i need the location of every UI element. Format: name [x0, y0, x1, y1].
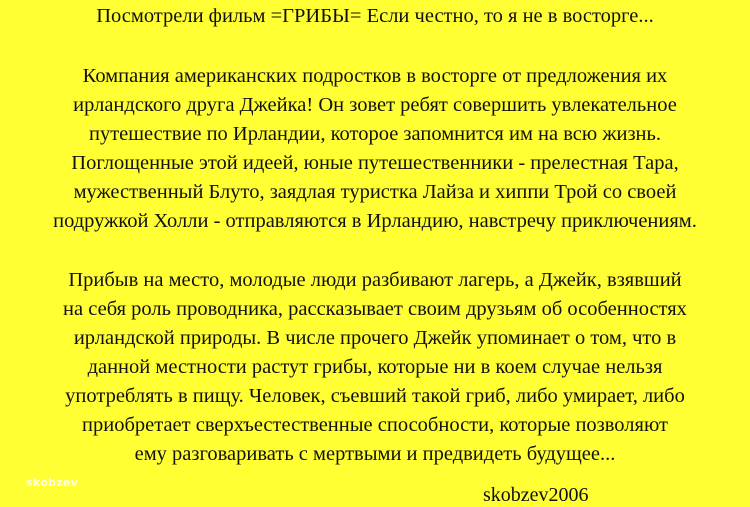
paragraph-1-line: Поглощенные этой идеей, юные путешественники - прелестная Тара, — [71, 152, 679, 174]
paragraph-2-line: данной местности растут грибы, которые ни в коем случае нельзя — [87, 356, 663, 378]
paragraph-2-line: ирландской природы. В числе прочего Джейк упоминает о том, что в — [73, 327, 677, 349]
paragraph-1-line: путешествие по Ирландии, которое запомнится им на всю жизнь. — [88, 123, 662, 145]
paragraph-1-line: подружкой Холли - отправляются в Ирландию, навстречу приключениям. — [53, 210, 697, 232]
signature: skobzev2006 — [483, 484, 589, 506]
paragraph-1-line: Компания американских подростков в восторге от предложения их — [82, 65, 668, 87]
paragraph-2-line: на себя роль проводника, рассказывает своим друзьям об особенностях — [63, 298, 687, 320]
paragraph-2-line: употреблять в пищу. Человек, съевший такой гриб, либо умирает, либо — [65, 385, 685, 407]
heading: Посмотрели фильм =ГРИБЫ= Если честно, то я не в восторге... — [96, 5, 654, 27]
paragraph-2-line: Прибыв на место, молодые люди разбивают лагерь, а Джейк, взявший — [68, 269, 682, 291]
paragraph-1-line: ирландского друга Джейка! Он зовет ребят совершить увлекательное — [73, 94, 677, 116]
paragraph-1-line: мужественный Блуто, заядлая туристка Лайза и хиппи Трой со своей — [73, 181, 677, 203]
paragraph-2-line: приобретает сверхъестественные способности, которые позволяют — [82, 414, 668, 436]
paragraph-2-line: ему разговаривать с мертвыми и предвидеть будущее... — [134, 443, 616, 465]
watermark: skobzev — [26, 476, 79, 489]
